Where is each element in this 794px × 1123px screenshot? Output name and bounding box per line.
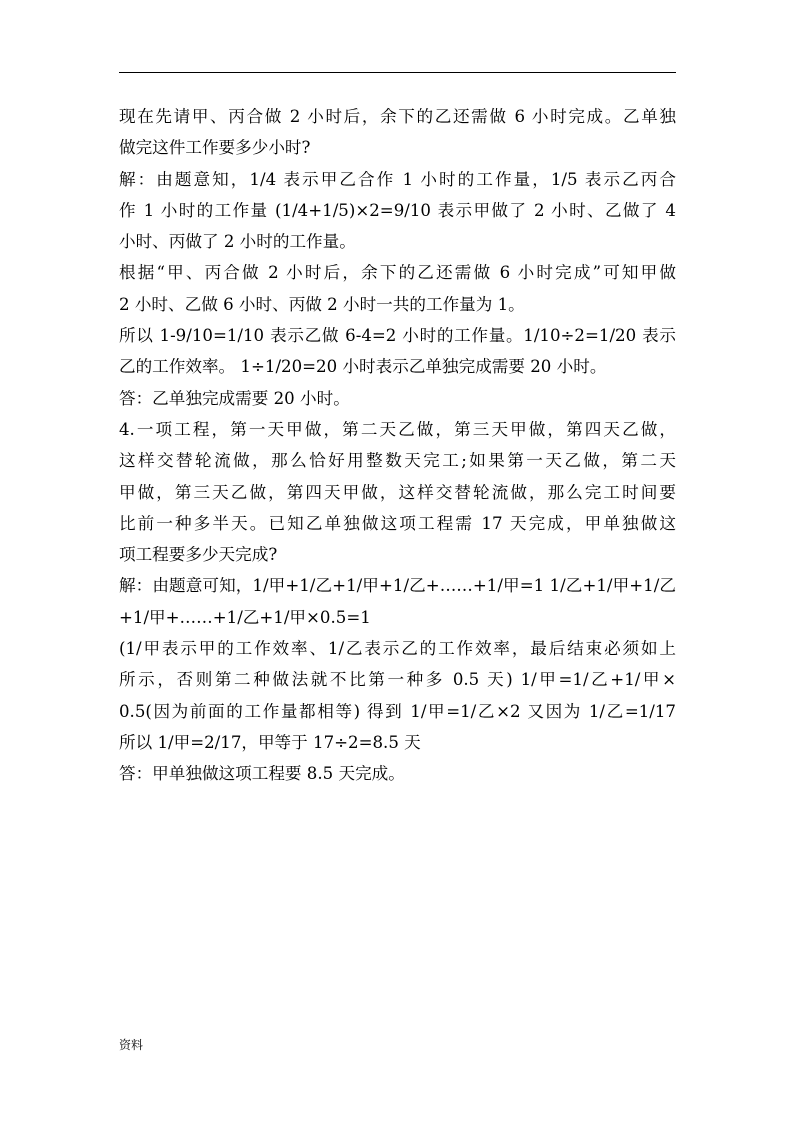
text-line: 所示，否则第二种做法就不比第一种多 0.5 天) 1/甲=1/乙+1/甲× [119, 670, 676, 690]
text-line: 答：甲单独做这项工程要 8.5 天完成。 [119, 764, 405, 784]
text-line: 4.一项工程，第一天甲做，第二天乙做，第三天甲做，第四天乙做， [119, 419, 676, 439]
text-line: 0.5(因为前面的工作量都相等) 得到 1/甲=1/乙×2 又因为 1/乙=1/17 [119, 701, 676, 721]
text-line: 做完这件工作要多少小时? [119, 138, 311, 158]
text-line: 2 小时、乙做 6 小时、丙做 2 小时一共的工作量为 1。 [119, 294, 525, 314]
text-line: +1/甲+……+1/乙+1/甲×0.5=1 [119, 607, 371, 627]
text-line: 所以 1/甲=2/17，甲等于 17÷2=8.5 天 [119, 732, 421, 752]
text-line: 小时、丙做了 2 小时的工作量。 [119, 232, 356, 252]
text-line: 作 1 小时的工作量 (1/4+1/5)×2=9/10 表示甲做了 2 小时、乙做了 4 [119, 200, 676, 220]
text-line: (1/甲表示甲的工作效率、1/乙表示乙的工作效率，最后结束必须如上 [119, 639, 676, 659]
text-line: 甲做，第三天乙做，第四天甲做，这样交替轮流做，那么完工时间要 [119, 482, 676, 502]
text-line: 比前一种多半天。已知乙单独做这项工程需 17 天完成，甲单独做这 [119, 513, 676, 533]
text-line: 解：由题意知，1/4 表示甲乙合作 1 小时的工作量，1/5 表示乙丙合 [119, 169, 676, 189]
text-line: 现在先请甲、丙合做 2 小时后，余下的乙还需做 6 小时完成。乙单独 [119, 107, 676, 126]
text-line: 乙的工作效率。 1÷1/20=20 小时表示乙单独完成需要 20 小时。 [119, 357, 607, 377]
text-line: 所以 1-9/10=1/10 表示乙做 6-4=2 小时的工作量。1/10÷2=1/20 表示 [119, 326, 676, 346]
text-line: 项工程要多少天完成? [119, 545, 278, 565]
text-line: 解：由题意可知，1/甲+1/乙+1/甲+1/乙+……+1/甲=1 1/乙+1/甲+1/乙 [119, 576, 676, 596]
header-rule [119, 72, 676, 73]
text-line: 根据“甲、丙合做 2 小时后，余下的乙还需做 6 小时完成”可知甲做 [119, 263, 676, 283]
document-body [119, 101, 676, 790]
text-line: 答：乙单独完成需要 20 小时。 [119, 388, 350, 408]
text-line: 这样交替轮流做，那么恰好用整数天完工;如果第一天乙做，第二天 [119, 451, 676, 471]
page-footer: 资料 [119, 1038, 144, 1052]
